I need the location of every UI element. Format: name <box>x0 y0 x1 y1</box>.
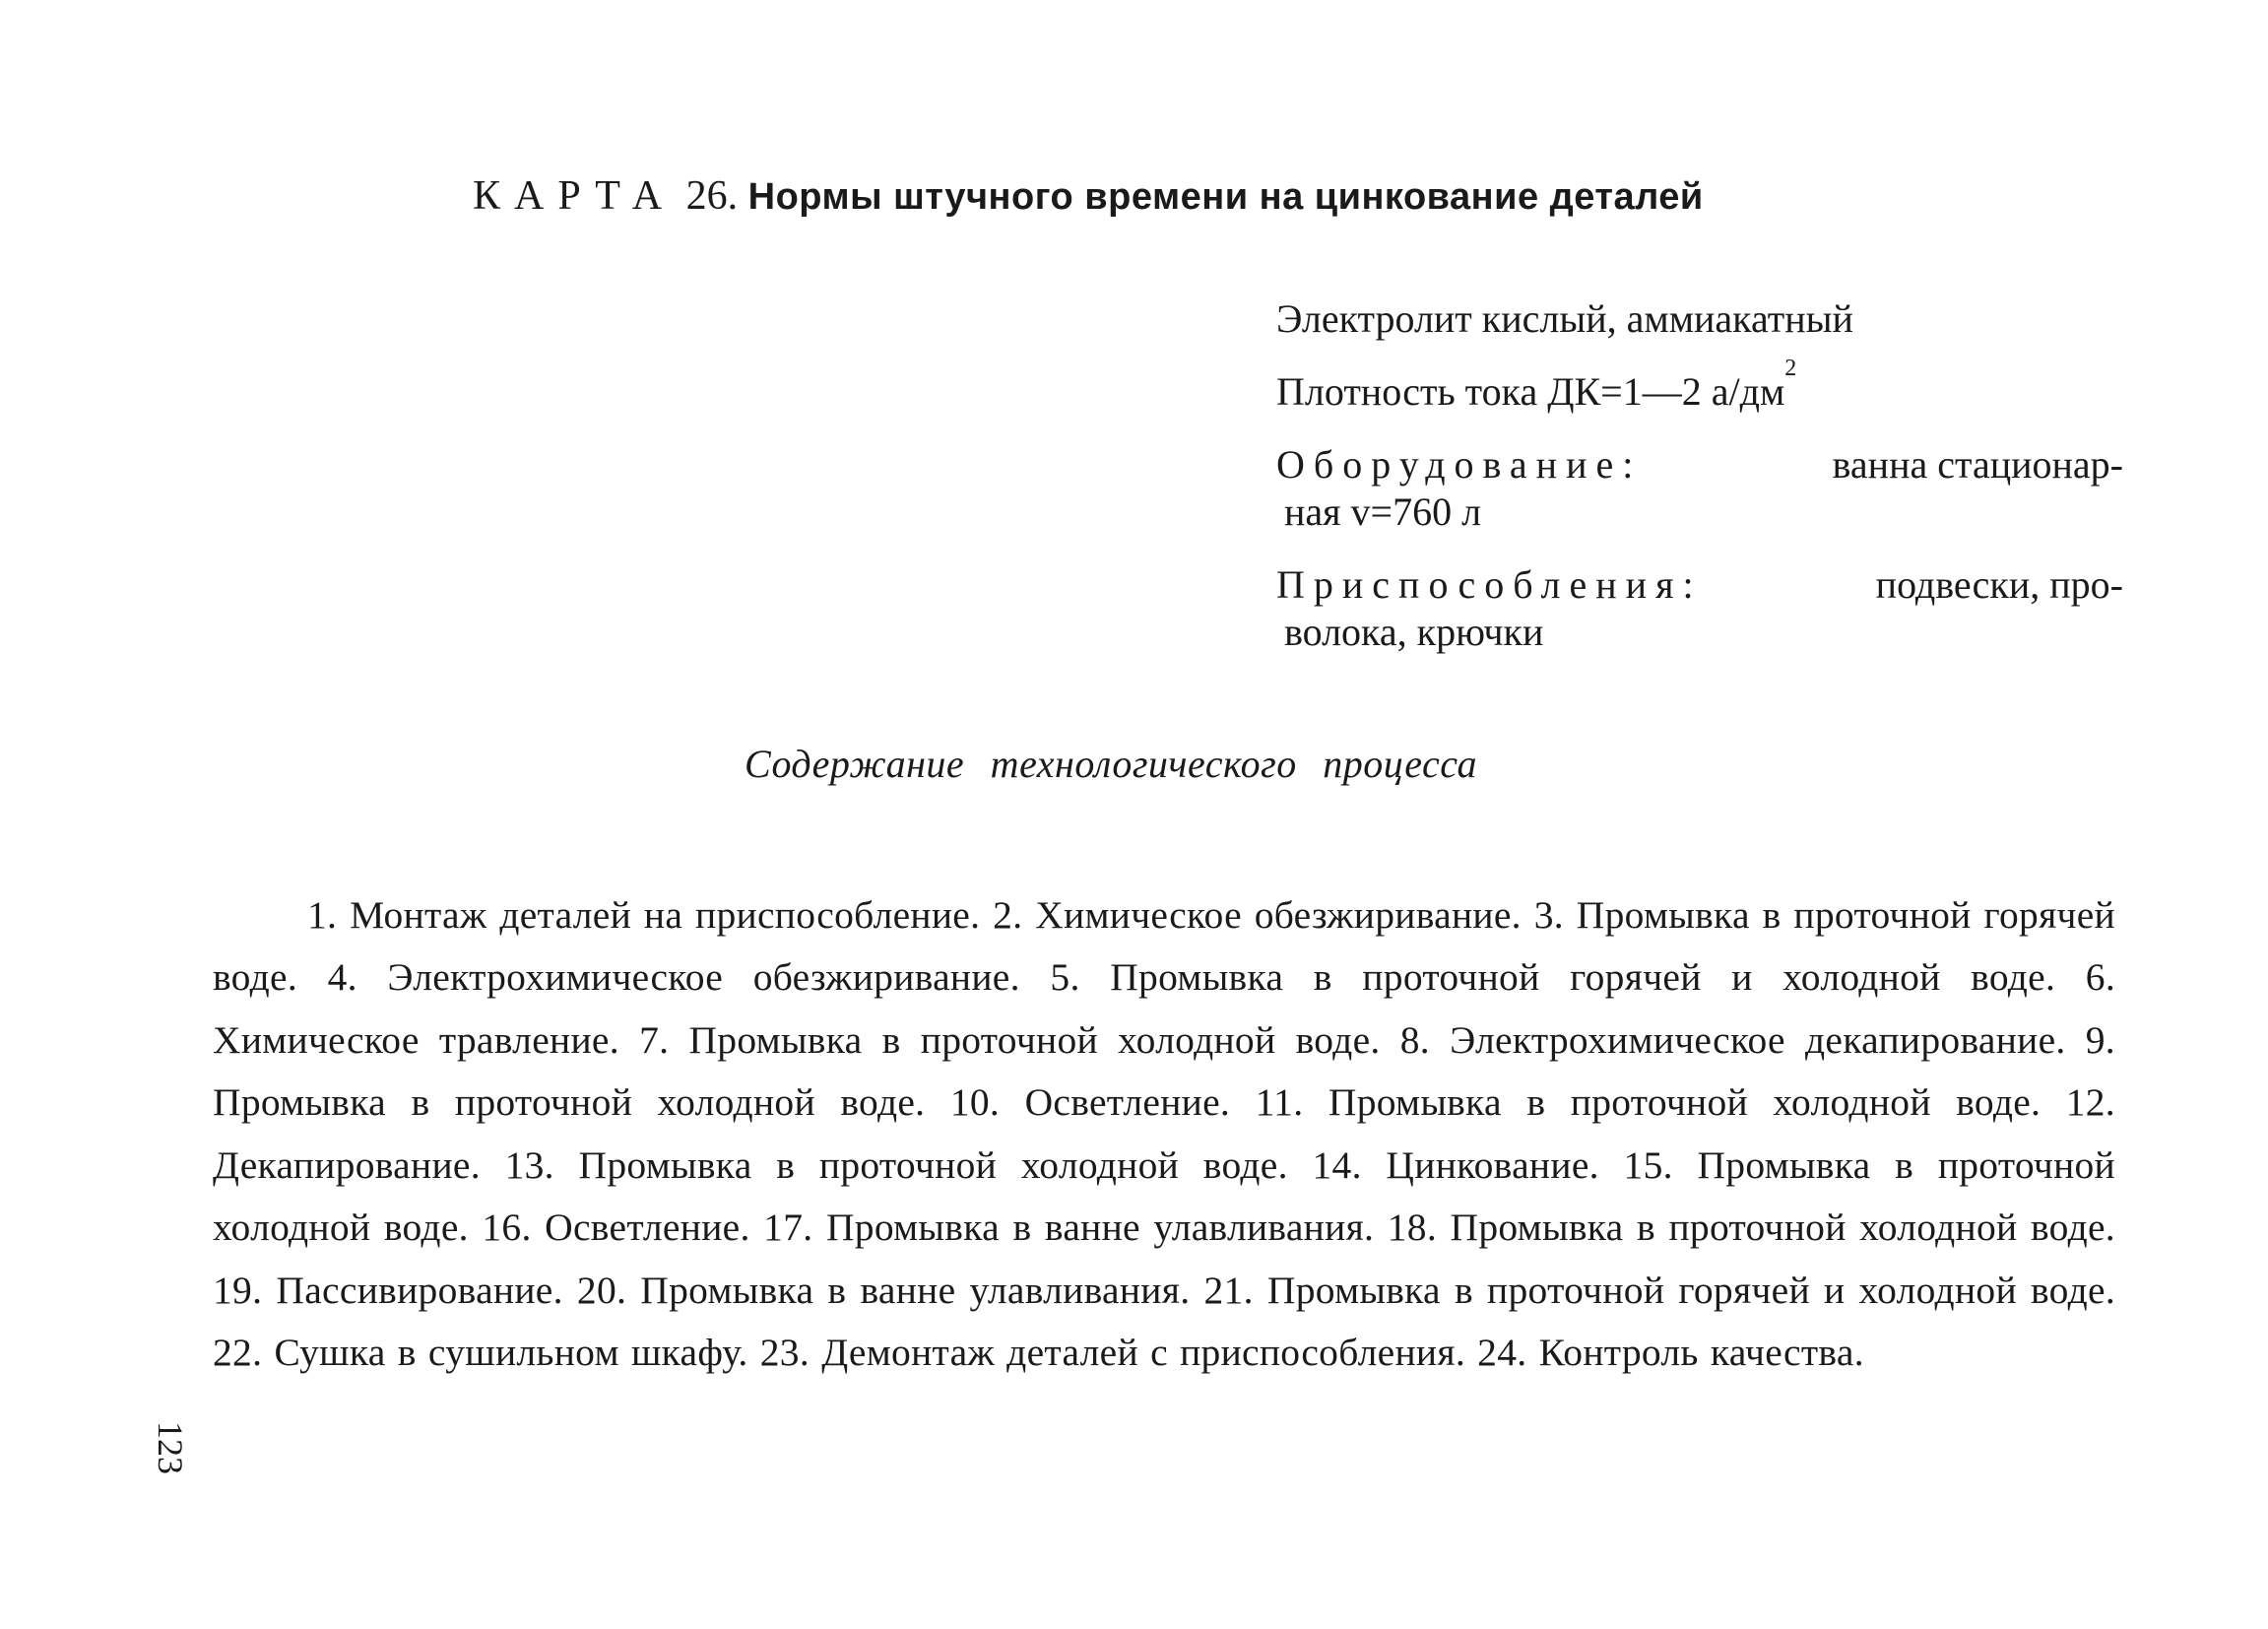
param-equipment <box>1276 441 2123 536</box>
process-parameters <box>1276 295 2123 682</box>
card-title-prefix: КАРТА <box>473 173 677 219</box>
section-heading: Содержание технологического процесса <box>745 742 1477 786</box>
current-density-superscript: 2 <box>1784 356 1797 381</box>
process-steps-paragraph: 1. Монтаж деталей на приспособление. 2. Химическое обезжиривание. 3. Промывка в проточной горячей воде. 4. Электрохимическое обезжиривание. 5. Промывка в проточной горячей и холодной воде. 6. Химическое травление. 7. Промывка в проточной холодной воде. 8. Электрохимическое декапирование. 9. Промывка в проточной холодной воде. 10. Осветление. 11. Промывка в проточной холодной воде. 12. Декапирование. 13. Промывка в проточной холодной воде. 14. Цинкование. 15. Промывка в проточной холодной воде. 16. Осветление. 17. Промывка в ванне улавливания. 18. Промывка в проточной холодной воде. 19. Пассивирование. 20. Промывка в ванне улавливания. 21. Промывка в проточной горячей и холодной воде. 22. Сушка в сушильном шкафу. 23. Демонтаж деталей с приспособления. 24. Контроль качества. <box>213 892 2115 1374</box>
electrolyte-text: Электролит кислый, аммиакатный <box>1276 296 1853 341</box>
param-electrolyte <box>1276 295 2123 343</box>
page-number: 123 <box>151 1421 190 1474</box>
equipment-label: Оборудование: <box>1276 442 1643 487</box>
fixtures-label: Приспособления: <box>1276 562 1703 607</box>
card-number: 26. <box>685 173 739 219</box>
param-fixtures <box>1276 561 2123 656</box>
equipment-value-line2: ная v=760 л <box>1284 489 1482 534</box>
equipment-value-line1: ванна стационар- <box>1832 442 2123 487</box>
card-title <box>473 175 1704 217</box>
current-density-text: Плотность тока ДК=1—2 а/дм <box>1276 369 1785 414</box>
param-current-density <box>1276 356 2123 416</box>
card-title-text: Нормы штучного времени на цинкование деталей <box>747 176 1704 218</box>
fixtures-value-line1: подвески, про- <box>1875 562 2123 607</box>
fixtures-value-line2: волока, крючки <box>1284 610 1544 654</box>
